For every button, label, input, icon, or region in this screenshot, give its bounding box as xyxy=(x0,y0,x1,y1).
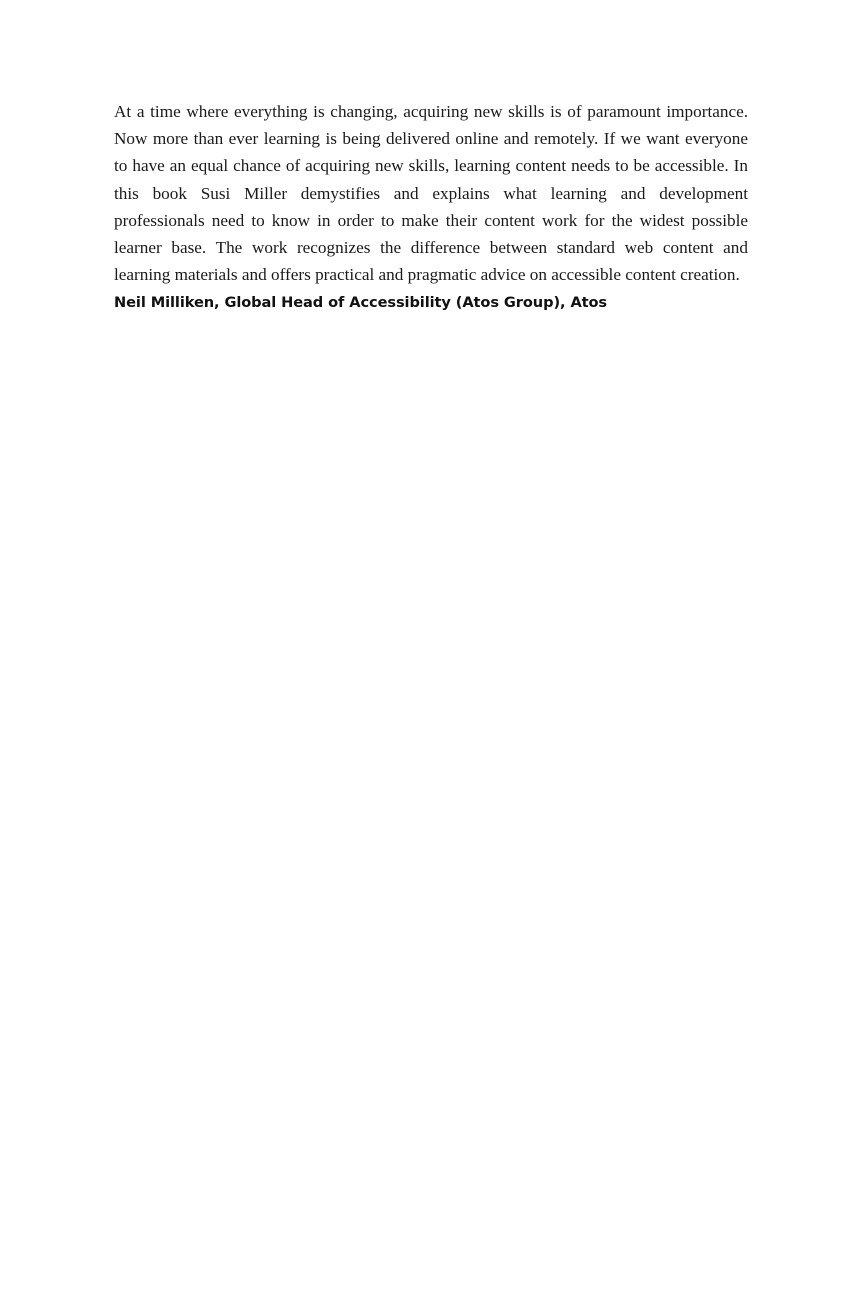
endorsement-block xyxy=(114,98,748,316)
endorsement-attribution: Neil Milliken, Global Head of Accessibility (Atos Group), Atos xyxy=(114,294,608,312)
endorsement-body: At a time where everything is changing, acquiring new skills is of paramount importance. Now more than ever learning is being delivered online and remotely. If we want everyone to have an equal chance of acquiring new skills, learning content needs to be accessible. In this book Susi Miller demystifies and explains what learning and development professionals need to know in order to make their content work for the widest possible learner base. The work recognizes the difference between standard web content and learning materials and offers practical and pragmatic advice on accessible content creation. xyxy=(114,102,748,285)
